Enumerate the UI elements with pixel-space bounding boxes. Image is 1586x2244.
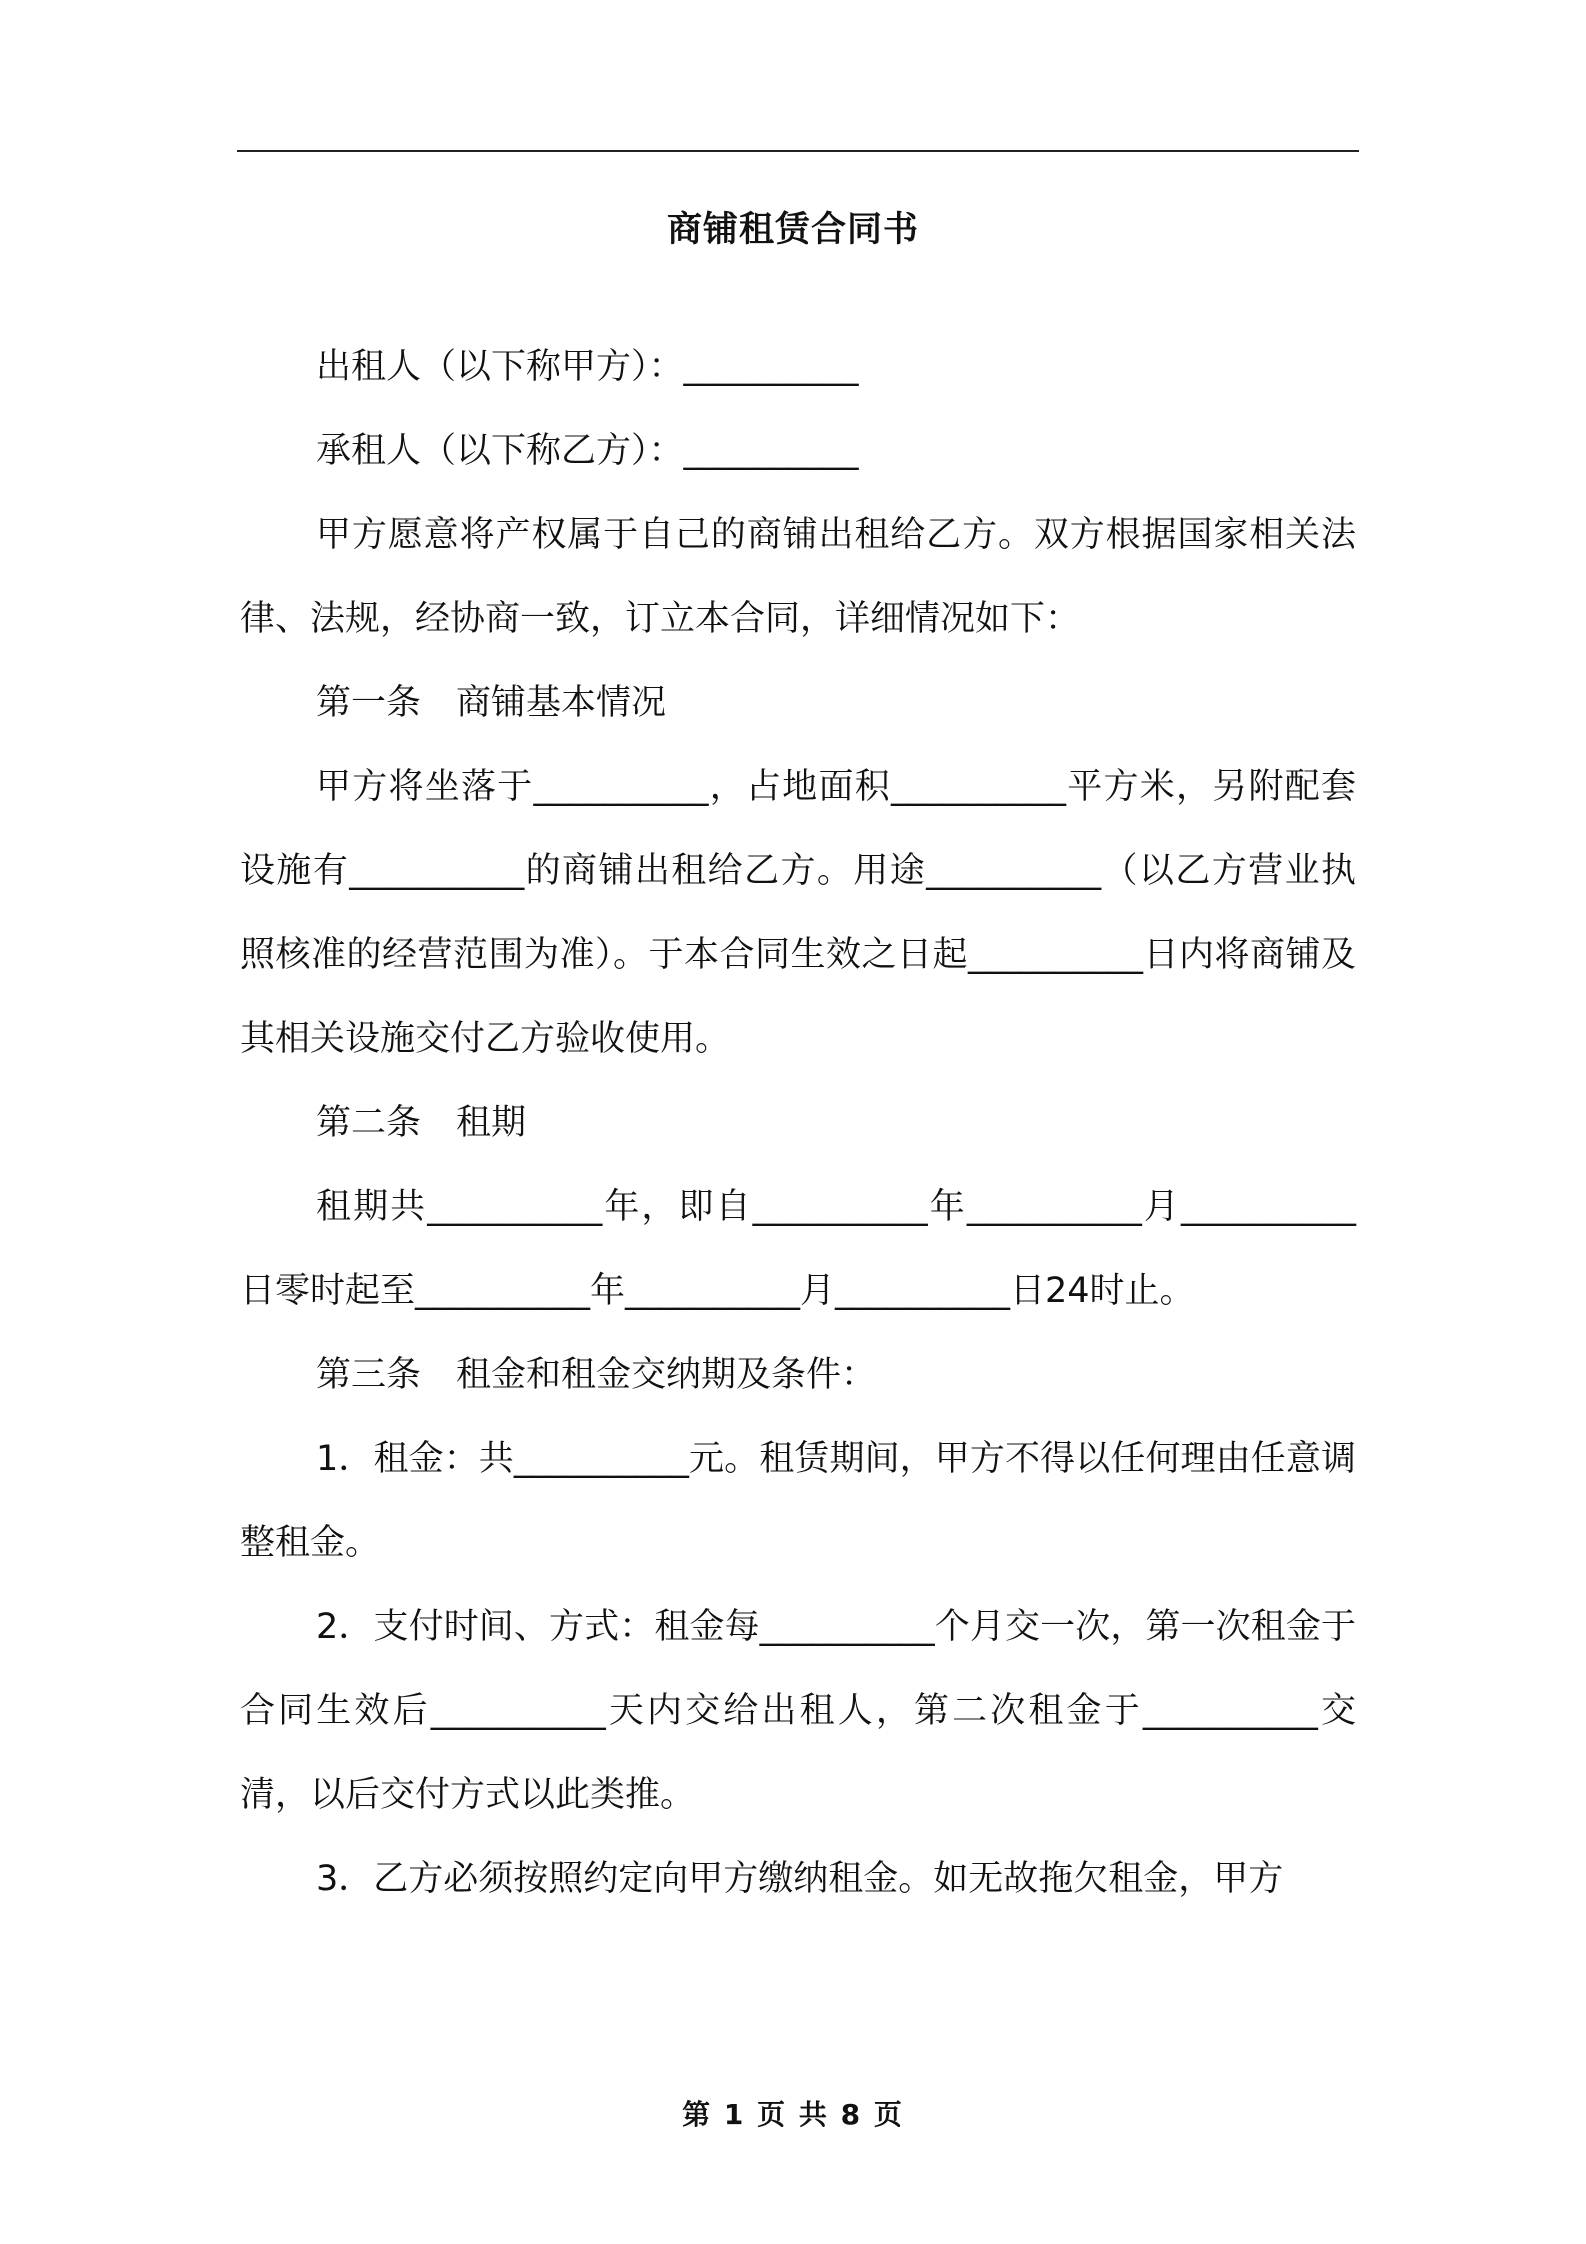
document-body <box>240 325 1356 1921</box>
preamble-paragraph: 甲方愿意将产权属于自己的商铺出租给乙方。双方根据国家相关法律、法规，经协商一致，订立本合同，详细情况如下： <box>240 515 1356 639</box>
article-1-heading: 第一条 商铺基本情况 <box>316 683 667 723</box>
page-number: 第 1 页 共 8 页 <box>682 2098 904 2131</box>
lessor-line: 出租人（以下称甲方）：__________ <box>316 347 859 387</box>
article-3-item-1: 1．租金：共__________元。租赁期间，甲方不得以任何理由任意调整租金。 <box>240 1439 1356 1563</box>
article-3-item-2: 2．支付时间、方式：租金每__________个月交一次，第一次租金于合同生效后__________天内交给出租人，第二次租金于__________交清，以后交付方式以此类推。 <box>240 1607 1356 1815</box>
article-2-paragraph: 租期共__________年，即自__________年__________月__________日零时起至__________年__________月__________日24时止。 <box>240 1187 1356 1311</box>
article-1-paragraph: 甲方将坐落于__________，占地面积__________平方米，另附配套设施有__________的商铺出租给乙方。用途__________（以乙方营业执照核准的经营范围为准）。于本合同生效之日起__________日内将商铺及其相关设施交付乙方验收使用。 <box>240 767 1356 1059</box>
article-2-heading: 第二条 租期 <box>316 1103 527 1143</box>
document-title: 商铺租赁合同书 <box>666 210 919 250</box>
article-3-item-3: 3．乙方必须按照约定向甲方缴纳租金。如无故拖欠租金，甲方 <box>316 1859 1284 1899</box>
header-rule <box>237 150 1359 152</box>
lessee-line: 承租人（以下称乙方）：__________ <box>316 431 859 471</box>
article-3-heading: 第三条 租金和租金交纳期及条件： <box>316 1355 877 1395</box>
